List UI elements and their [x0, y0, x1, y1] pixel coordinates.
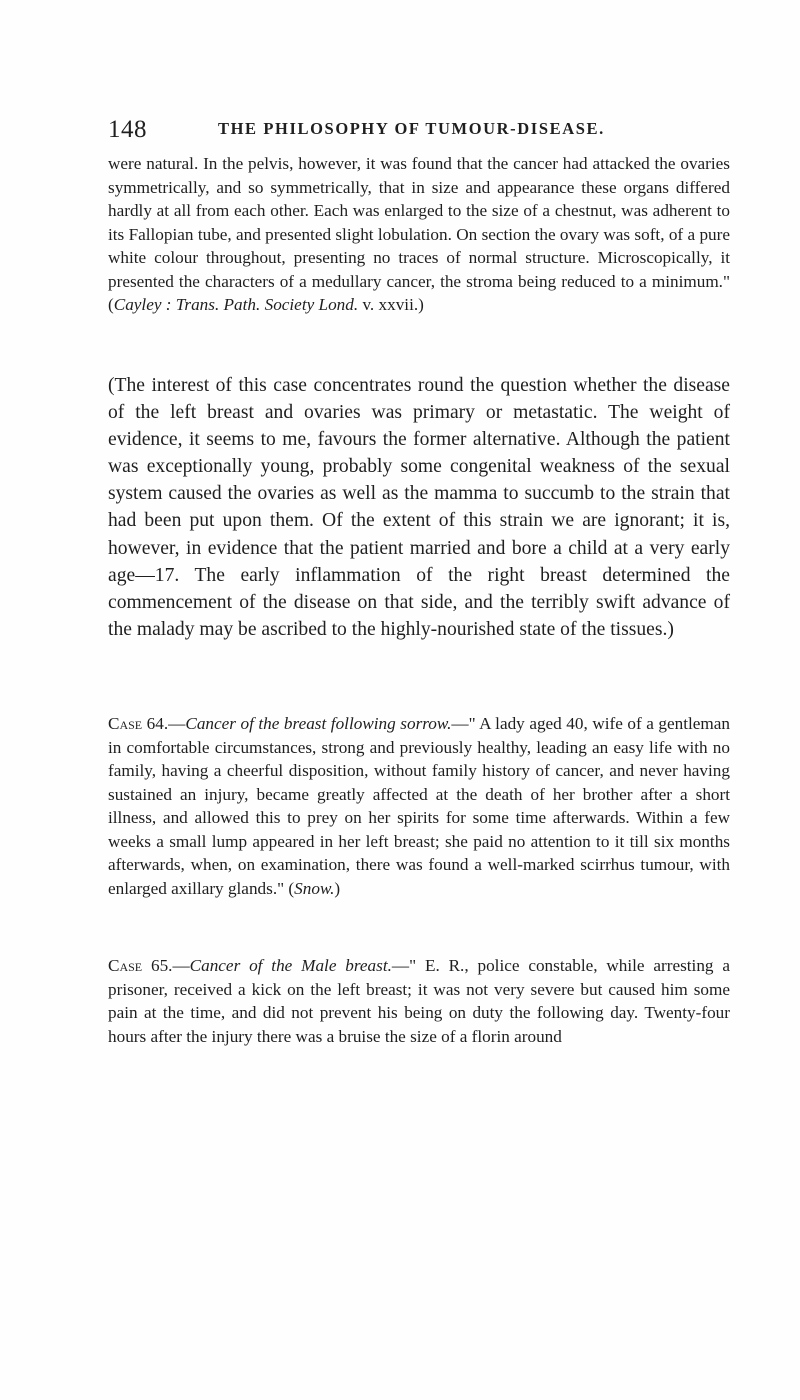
page-number: 148 — [108, 116, 147, 143]
paragraph-case-65 — [108, 954, 730, 1048]
paragraph-text: ) — [334, 878, 341, 898]
paragraph-text: —" A lady aged 40, wife of a gentleman in comfortable circumstances, strong and previously healthy, leading an easy life with no family, having a cheerful disposition, without family history of cancer, and never having sustained an injury, became greatly affected at the death of her brother after a short illness, and allowed this to prey on her spirits for some time afterwards. Within a few weeks a small lump appeared in her left breast; she paid no attention to it till six months afterwards, when, on examination, there was found a well-marked scirrhus tumour, with enlarged axillary glands." ( — [108, 714, 731, 898]
case-number: 65.— — [142, 956, 190, 975]
paragraph-text: were natural. In the pelvis, however, it was found that the cancer had attacked the ovaries symmetrically, and so symmetrically, that in size and appearance these organs differed hardly at all from each other. Each was enlarged to the size of a chestnut, was adherent to its Fallopian tube, and presented slight lobulation. On section the ovary was soft, of a pure white colour throughout, presenting no traces of normal structure. Microscopically, it presented the characters of a medullary cancer, the stroma being reduced to a minimum." ( — [108, 154, 730, 315]
paragraph-case-63-conclusion — [108, 152, 730, 317]
paragraph-commentary — [108, 372, 730, 643]
paragraph-text: —" E. R., police constable, while arresting a prisoner, received a kick on the left breast; it was not very severe but caused him some pain at the time, and did not prevent his being on duty the following day. Twenty-four hours after the injury there was a bruise the size of a florin around — [108, 956, 730, 1046]
case-label: Case — [108, 956, 143, 975]
paragraph-text: v. xxvii.) — [358, 295, 424, 315]
case-label: Case — [108, 714, 143, 733]
page-header — [108, 116, 728, 146]
citation: Cayley : Trans. Path. Society Lond. — [113, 295, 359, 315]
paragraph-text: (The interest of this case concentrates round the question whether the disease of the left breast and ovaries was primary or metastatic. The weight of evidence, it seems to me, favours the former alternative. Although the patient was exceptionally young, probably some congenital weakness of the sexual system caused the ovaries as well as the mamma to succumb to the strain that had been put upon them. Of the extent of this strain we are ignorant; it is, however, in evidence that the patient married and bore a child at a very early age—17. The early inflammation of the right breast determined the commencement of the disease on that side, and the terribly swift advance of the malady may be ascribed to the highly-nourished state of the tissues.) — [108, 375, 730, 640]
citation: Snow. — [294, 878, 335, 898]
case-title: Cancer of the breast following sorrow. — [185, 714, 452, 733]
paragraph-case-64 — [108, 712, 730, 900]
case-title: Cancer of the Male breast. — [189, 956, 392, 975]
running-title: THE PHILOSOPHY OF TUMOUR-DISEASE. — [218, 119, 605, 138]
case-number: 64.— — [142, 714, 186, 733]
